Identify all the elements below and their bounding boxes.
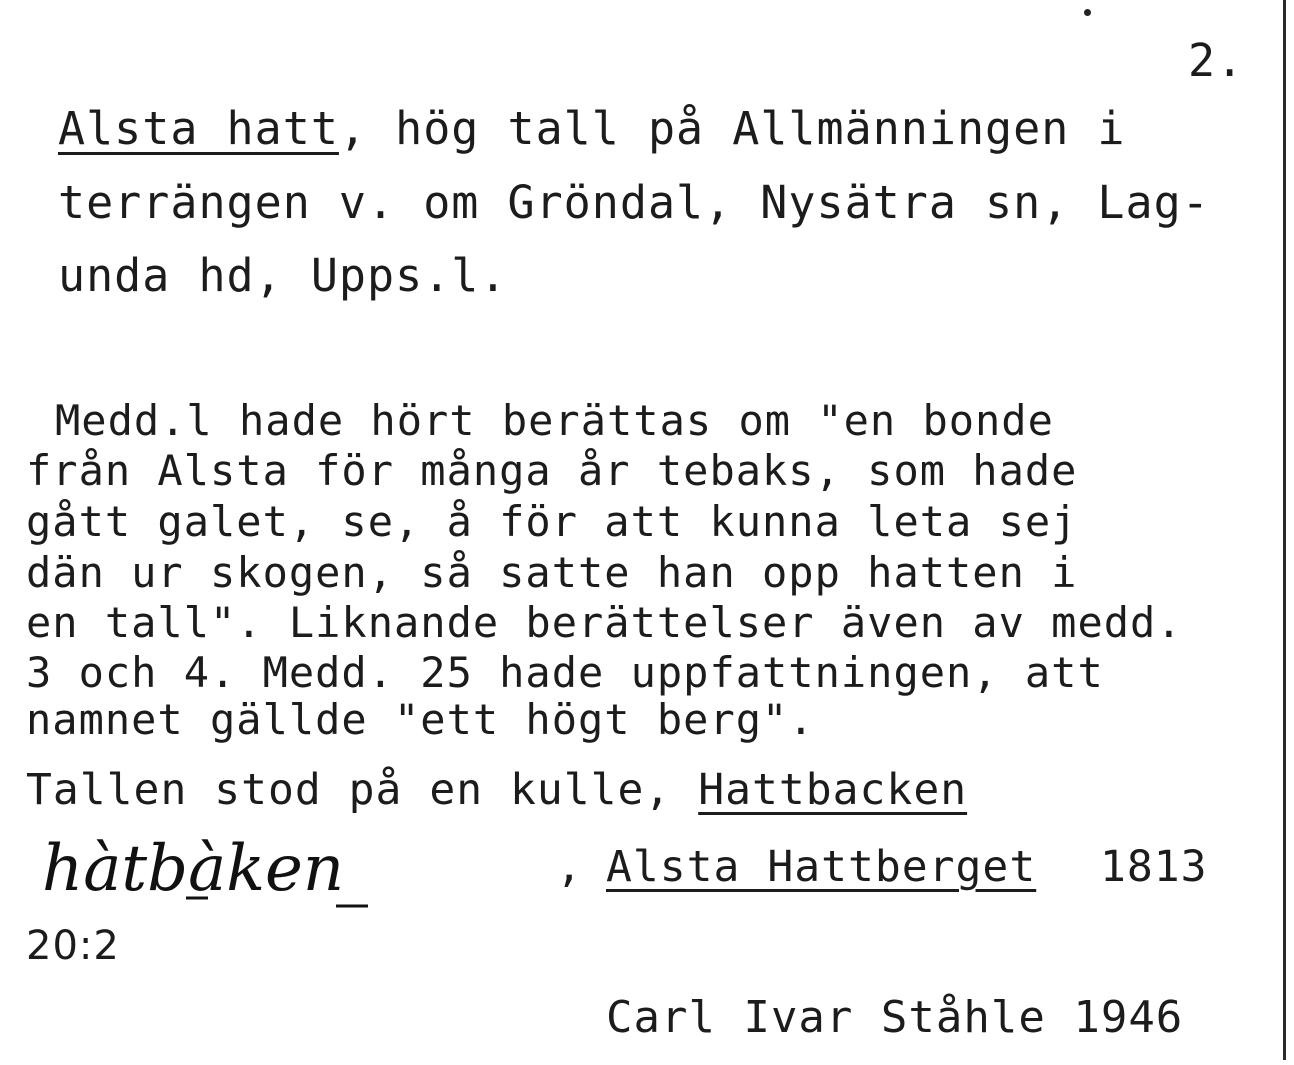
- entry-description: , hög tall på Allmänningen i: [338, 102, 1126, 155]
- location-line: [26, 765, 968, 815]
- account-line-2: från Alsta för många år tebaks, som hade: [26, 446, 1078, 495]
- account-line-3: gått galet, se, å för att kunna leta sej: [26, 497, 1078, 546]
- hill-name: Hattbacken: [698, 765, 968, 815]
- pronunciation-text: hàtbàken: [42, 832, 345, 906]
- card-edge: [1283, 0, 1286, 1060]
- older-name: Alsta Hattberget: [606, 842, 1037, 892]
- account-line-4: dän ur skogen, så satte han opp hatten i: [26, 548, 1078, 597]
- account-line-6: 3 och 4. Medd. 25 hade uppfattningen, att: [26, 648, 1104, 697]
- location-separator: ,: [556, 842, 583, 892]
- location-intro: Tallen stod på en kulle,: [26, 765, 699, 815]
- signature: Carl Ivar Ståhle 1946: [606, 992, 1184, 1043]
- entry-name: Alsta hatt: [58, 102, 339, 155]
- handwritten-pronunciation: [36, 828, 516, 918]
- account-line-7: namnet gällde "ett högt berg".: [26, 695, 815, 744]
- page-number: 2.: [1188, 34, 1245, 87]
- entry-line-1: [58, 102, 1126, 155]
- account-line-1: Medd.l hade hört berättas om "en bonde: [55, 396, 1054, 445]
- entry-line-3: unda hd, Upps.l.: [58, 249, 508, 302]
- entry-line-2: terrängen v. om Gröndal, Nysätra sn, Lag-: [58, 176, 1210, 229]
- ink-speck: [1084, 9, 1091, 16]
- card-code: 20:2: [26, 923, 120, 969]
- older-year: 1813: [1100, 842, 1208, 892]
- account-line-5: en tall". Liknande berättelser även av medd.: [26, 598, 1183, 647]
